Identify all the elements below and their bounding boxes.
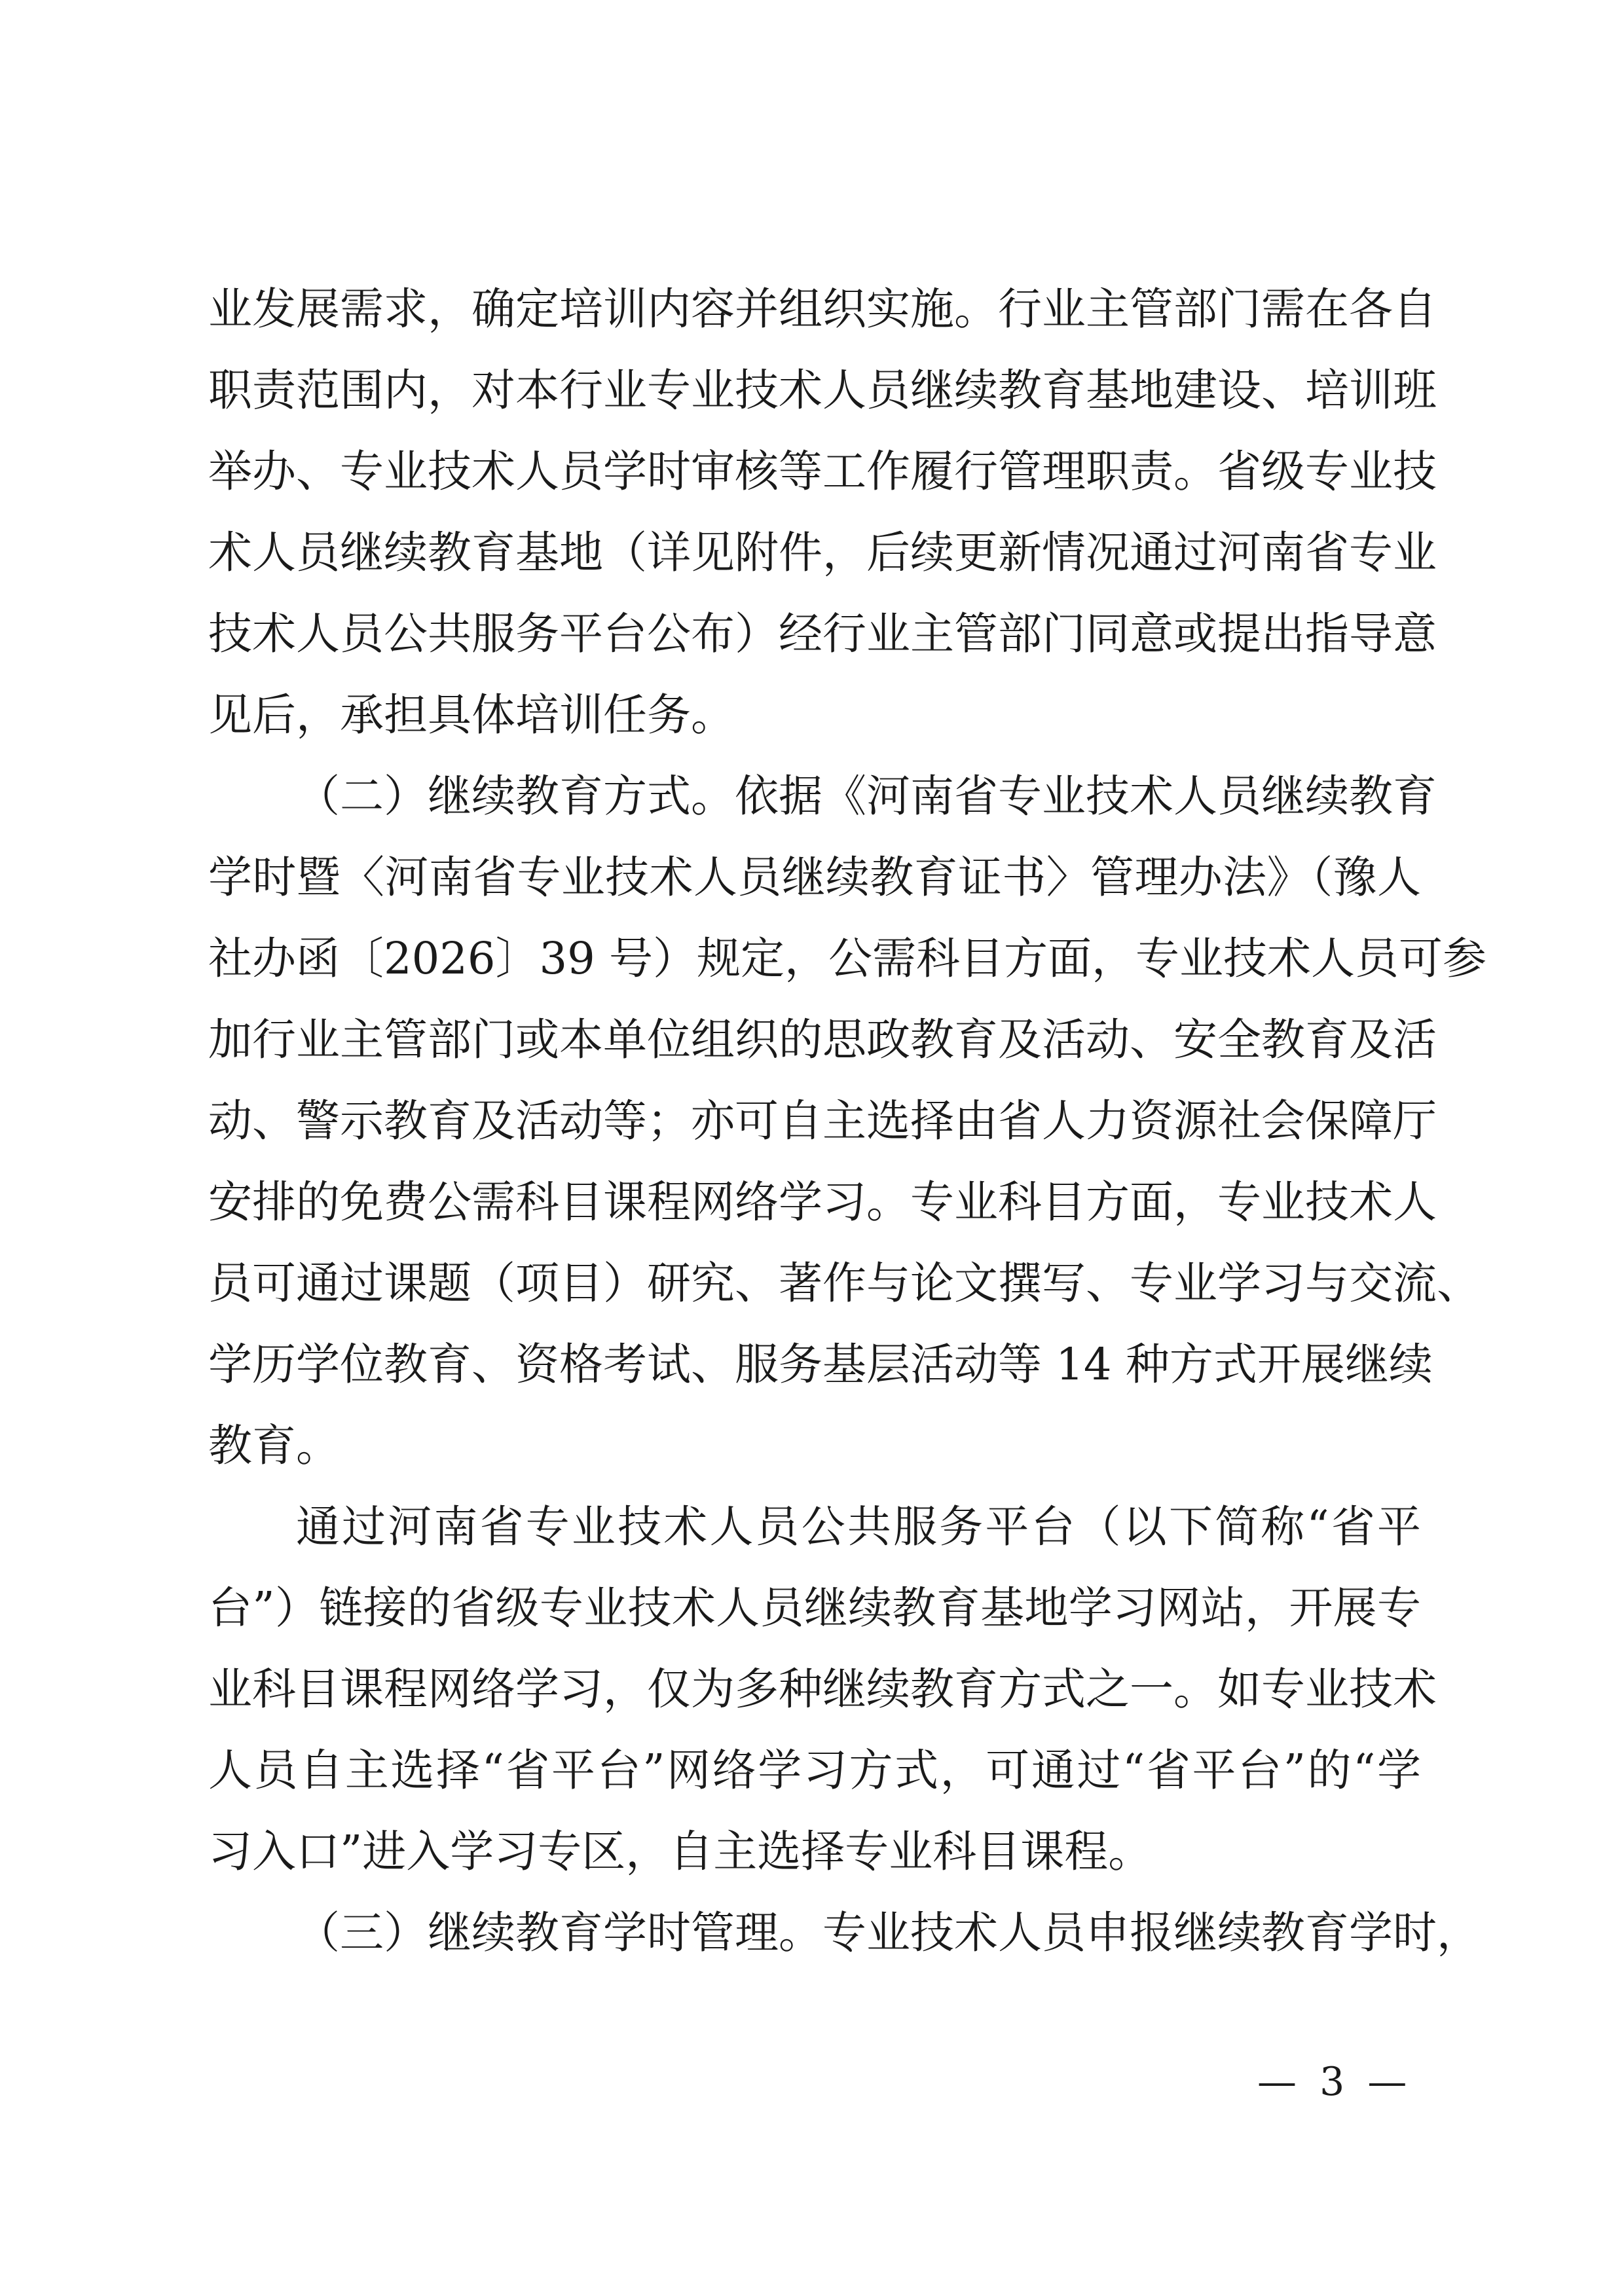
text-line: 业科目课程网络学习，仅为多种继续教育方式之一。如专业技术 bbox=[208, 1664, 1437, 1715]
text-line: 员可通过课题（项目）研究、著作与论文撰写、专业学习与交流、 bbox=[208, 1258, 1481, 1309]
text-line: 业发展需求，确定培训内容并组织实施。行业主管部门需在各自 bbox=[208, 283, 1437, 335]
body-text bbox=[208, 268, 1487, 1973]
text-line: 通过河南省专业技术人员公共服务平台（以下简称“省平 bbox=[296, 1501, 1421, 1552]
text-line: 安排的免费公需科目课程网络学习。专业科目方面，专业技术人 bbox=[208, 1176, 1437, 1228]
text-line: 台”）链接的省级专业技术人员继续教育基地学习网站，开展专 bbox=[208, 1582, 1421, 1633]
page-number: — 3 — bbox=[1257, 2059, 1412, 2105]
text-line: 习入口”进入学习专区，自主选择专业科目课程。 bbox=[208, 1826, 1153, 1877]
text-line: 见后，承担具体培训任务。 bbox=[208, 689, 735, 740]
text-line: 举办、专业技术人员学时审核等工作履行管理职责。省级专业技 bbox=[208, 446, 1437, 497]
text-line: 学时暨〈河南省专业技术人员继续教育证书〉管理办法》（豫人 bbox=[208, 852, 1421, 903]
text-line: 学历学位教育、资格考试、服务基层活动等 14 种方式开展继续 bbox=[208, 1339, 1433, 1390]
text-line: （三）继续教育学时管理。专业技术人员申报继续教育学时， bbox=[296, 1907, 1481, 1958]
text-line: 职责范围内，对本行业专业技术人员继续教育基地建设、培训班 bbox=[208, 365, 1437, 416]
text-line: 动、警示教育及活动等；亦可自主选择由省人力资源社会保障厅 bbox=[208, 1095, 1437, 1146]
text-line: 技术人员公共服务平台公布）经行业主管部门同意或提出指导意 bbox=[208, 608, 1437, 659]
text-line: （二）继续教育方式。依据《河南省专业技术人员继续教育 bbox=[296, 771, 1437, 822]
text-line: 教育。 bbox=[208, 1420, 340, 1471]
text-line: 社办函〔2026〕39 号）规定，公需科目方面，专业技术人员可参 bbox=[208, 933, 1487, 984]
text-line: 术人员继续教育基地（详见附件，后续更新情况通过河南省专业 bbox=[208, 527, 1437, 578]
text-line: 人员自主选择“省平台”网络学习方式，可通过“省平台”的“学 bbox=[208, 1745, 1421, 1796]
text-line: 加行业主管部门或本单位组织的思政教育及活动、安全教育及活 bbox=[208, 1014, 1437, 1065]
